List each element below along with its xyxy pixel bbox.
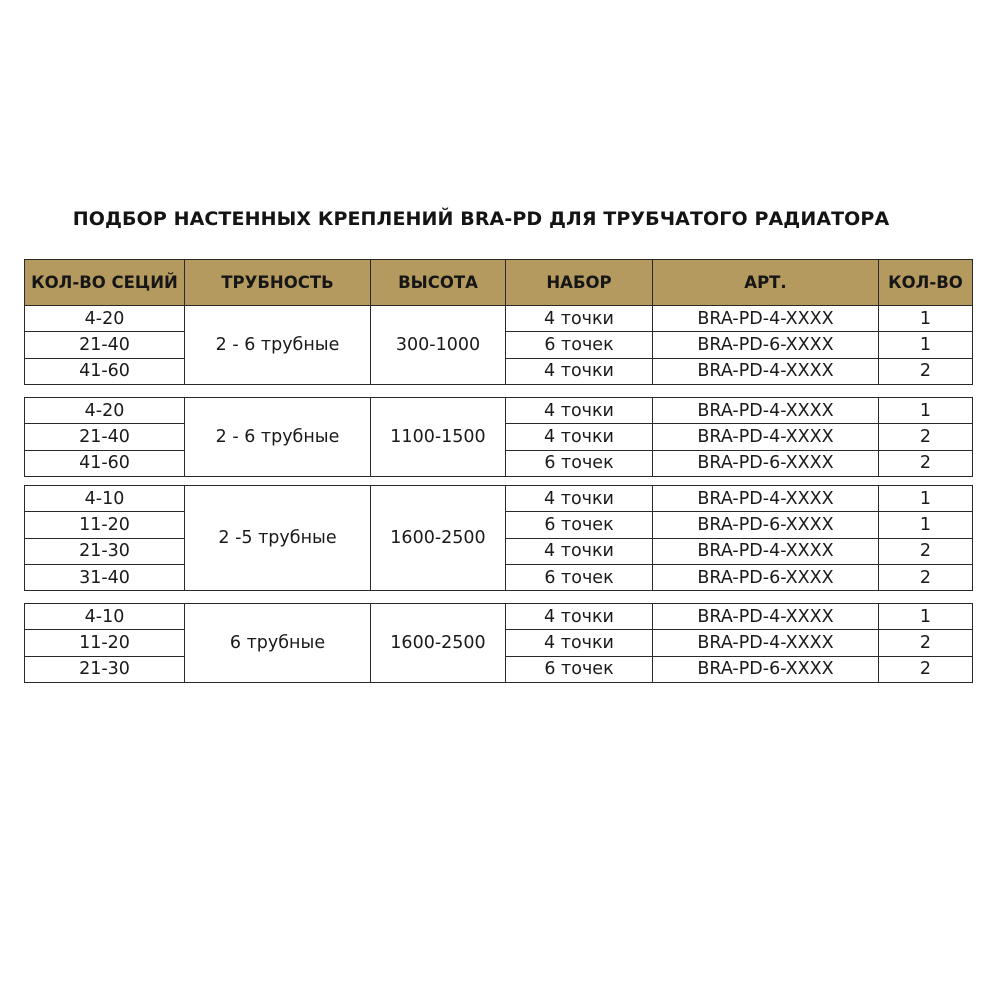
art-cell: BRA-PD-4-XXXX (653, 486, 879, 512)
art-cell: BRA-PD-4-XXXX (653, 358, 879, 384)
header-tubes: ТРУБНОСТЬ (185, 260, 371, 306)
qty-cell: 2 (879, 450, 973, 476)
qty-cell: 1 (879, 398, 973, 424)
sections-cell: 31-40 (25, 564, 185, 590)
art-cell: BRA-PD-6-XXXX (653, 450, 879, 476)
sections-cell: 41-60 (25, 450, 185, 476)
header-row (25, 260, 973, 306)
height-cell: 1100-1500 (371, 398, 506, 477)
sections-cell: 21-40 (25, 332, 185, 358)
art-cell: BRA-PD-6-XXXX (653, 656, 879, 682)
sections-cell: 41-60 (25, 358, 185, 384)
set-cell: 4 точки (506, 306, 653, 332)
sections-cell: 21-30 (25, 538, 185, 564)
set-cell: 4 точки (506, 604, 653, 630)
page-title: ПОДБОР НАСТЕННЫХ КРЕПЛЕНИЙ BRA-PD ДЛЯ ТРУБЧАТОГО РАДИАТОРА (72, 208, 890, 230)
set-cell: 6 точек (506, 564, 653, 590)
art-cell: BRA-PD-4-XXXX (653, 630, 879, 656)
tubes-cell: 6 трубные (185, 604, 371, 683)
qty-cell: 2 (879, 564, 973, 590)
sections-cell: 4-20 (25, 306, 185, 332)
art-cell: BRA-PD-6-XXXX (653, 564, 879, 590)
qty-cell: 1 (879, 332, 973, 358)
sections-cell: 4-20 (25, 398, 185, 424)
qty-cell: 1 (879, 512, 973, 538)
group-table-2 (24, 397, 973, 477)
header-set: НАБОР (506, 260, 653, 306)
group-table-4 (24, 603, 973, 683)
set-cell: 4 точки (506, 630, 653, 656)
header-height: ВЫСОТА (371, 260, 506, 306)
qty-cell: 1 (879, 486, 973, 512)
table-row (25, 604, 973, 630)
qty-cell: 2 (879, 358, 973, 384)
table-row (25, 486, 973, 512)
qty-cell: 2 (879, 630, 973, 656)
set-cell: 4 точки (506, 538, 653, 564)
header-art: АРТ. (653, 260, 879, 306)
group-table-3 (24, 485, 973, 591)
art-cell: BRA-PD-6-XXXX (653, 332, 879, 358)
table-row (25, 398, 973, 424)
qty-cell: 2 (879, 424, 973, 450)
tubes-cell: 2 - 6 трубные (185, 398, 371, 477)
table-row (25, 306, 973, 332)
qty-cell: 1 (879, 604, 973, 630)
set-cell: 4 точки (506, 398, 653, 424)
tubes-cell: 2 -5 трубные (185, 486, 371, 591)
set-cell: 6 точек (506, 656, 653, 682)
height-cell: 1600-2500 (371, 604, 506, 683)
set-cell: 4 точки (506, 486, 653, 512)
sections-cell: 4-10 (25, 604, 185, 630)
set-cell: 6 точек (506, 332, 653, 358)
art-cell: BRA-PD-4-XXXX (653, 424, 879, 450)
sections-cell: 21-40 (25, 424, 185, 450)
header-qty: КОЛ-ВО (879, 260, 973, 306)
sections-cell: 11-20 (25, 630, 185, 656)
qty-cell: 2 (879, 656, 973, 682)
sections-cell: 21-30 (25, 656, 185, 682)
art-cell: BRA-PD-6-XXXX (653, 512, 879, 538)
set-cell: 6 точек (506, 512, 653, 538)
tubes-cell: 2 - 6 трубные (185, 306, 371, 385)
sections-cell: 4-10 (25, 486, 185, 512)
group-table-1 (24, 305, 973, 385)
art-cell: BRA-PD-4-XXXX (653, 306, 879, 332)
qty-cell: 2 (879, 538, 973, 564)
art-cell: BRA-PD-4-XXXX (653, 538, 879, 564)
height-cell: 300-1000 (371, 306, 506, 385)
art-cell: BRA-PD-4-XXXX (653, 398, 879, 424)
header-sections: КОЛ-ВО СЕЦИЙ (25, 260, 185, 306)
set-cell: 4 точки (506, 424, 653, 450)
sections-cell: 11-20 (25, 512, 185, 538)
qty-cell: 1 (879, 306, 973, 332)
height-cell: 1600-2500 (371, 486, 506, 591)
header-table (24, 259, 973, 306)
set-cell: 4 точки (506, 358, 653, 384)
art-cell: BRA-PD-4-XXXX (653, 604, 879, 630)
set-cell: 6 точек (506, 450, 653, 476)
